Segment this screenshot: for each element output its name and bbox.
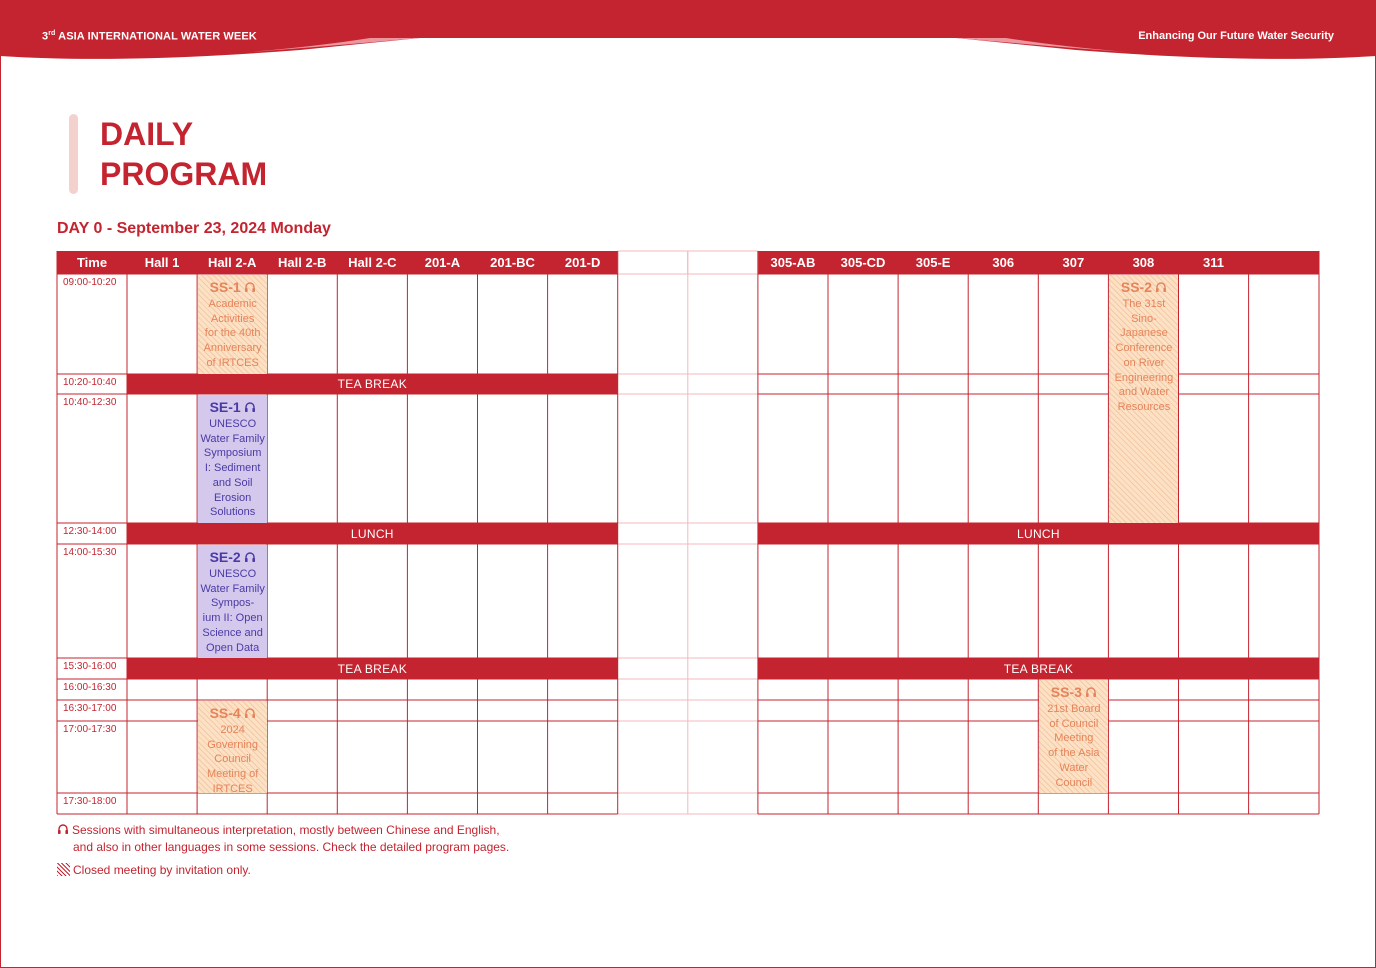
event-name: 3rd ASIA INTERNATIONAL WATER WEEK	[42, 30, 257, 43]
session-title-line: of IRTCES	[206, 356, 259, 369]
time-slot: 17:00-17:30	[63, 724, 117, 735]
session-title-line: ium II: Open	[202, 612, 263, 625]
session-code	[210, 398, 256, 416]
time-slot: 12:30-14:00	[63, 526, 117, 537]
session-code-text: SE-1	[209, 399, 241, 415]
session-title-line: Water Family	[200, 432, 265, 445]
session-block[interactable]	[1039, 680, 1108, 793]
event-tagline: Enhancing Our Future Water Security	[1138, 30, 1334, 42]
session-title-line: Activities	[210, 312, 255, 325]
session-title-line: Governing	[207, 738, 259, 751]
headphones-icon	[1155, 281, 1167, 293]
session-block[interactable]	[198, 275, 267, 374]
session-title-line: of Council	[1049, 717, 1099, 730]
session-code-text: SE-2	[209, 549, 241, 565]
session-title-line: Japanese	[1120, 327, 1168, 340]
header-room: 201-BC	[490, 255, 535, 270]
session-code	[1121, 278, 1167, 296]
session-block[interactable]	[198, 701, 267, 793]
session-title-line: Solutions	[210, 506, 256, 519]
session-title-line: Council	[1055, 776, 1093, 789]
session-title-line: UNESCO	[209, 568, 257, 580]
session-title-line: Sino-	[1131, 312, 1157, 325]
session-title-line: IRTCES	[212, 782, 253, 795]
session-code-text: SS-1	[209, 279, 241, 295]
session-title-line: UNESCO	[209, 418, 257, 430]
header-room	[618, 251, 688, 274]
session-title-line: Water	[1059, 761, 1089, 774]
legend-interpretation: Sessions with simultaneous interpretation, mostly between Chinese and English, and also in other languages in some sessions. Check the detailed program pages.	[57, 822, 509, 856]
session-code-text: SS-2	[1120, 279, 1152, 295]
session-block[interactable]	[198, 395, 267, 523]
hatch-pattern-icon	[57, 863, 70, 876]
session-block[interactable]	[1109, 275, 1178, 523]
session-title	[200, 567, 264, 655]
break-band: TEA BREAK	[758, 658, 1319, 679]
session-title-line: I: Sediment	[204, 462, 261, 475]
session-title-line: Academic	[208, 298, 257, 310]
header-time: Time	[76, 255, 108, 270]
session-title-line: The 31st	[1122, 298, 1166, 310]
header-room: Hall 2-A	[207, 255, 257, 270]
day-label: DAY 0 - September 23, 2024 Monday	[57, 220, 331, 237]
session-title	[1115, 297, 1174, 415]
time-slot: 17:30-18:00	[63, 796, 117, 807]
session-title-line: Meeting	[1054, 732, 1094, 745]
session-title-line: Meeting of	[206, 768, 259, 781]
headphones-icon	[1085, 686, 1097, 698]
header-room: 201-D	[564, 255, 601, 270]
headphones-icon	[57, 823, 69, 835]
header-room: 305-E	[915, 255, 951, 270]
break-band: TEA BREAK	[127, 374, 618, 394]
session-title	[207, 723, 258, 797]
session-title	[200, 417, 264, 520]
session-title-line: for the 40th	[204, 327, 261, 340]
time-slot: 10:40-12:30	[63, 397, 117, 408]
session-title-line: Conference	[1115, 342, 1173, 355]
session-title-line: Erosion	[213, 491, 252, 504]
session-title-line: Symposium	[203, 447, 262, 460]
header-room: 308	[1132, 255, 1155, 270]
header-room: 305-AB	[770, 255, 816, 270]
session-title	[1047, 702, 1100, 790]
session-code-text: SS-3	[1050, 684, 1082, 700]
page-title: DAILY PROGRAM	[100, 116, 268, 192]
session-title-line: 2024	[220, 724, 245, 736]
header-room: 307	[1062, 255, 1085, 270]
header-room: Hall 2-B	[278, 255, 327, 270]
session-title-line: Sympos-	[210, 597, 255, 610]
header-room: 201-A	[424, 255, 461, 270]
header-room: Hall 2-C	[348, 255, 397, 270]
time-slot: 09:00-10:20	[63, 277, 117, 288]
time-slot: 15:30-16:00	[63, 661, 117, 672]
session-title-line: Engineering	[1114, 371, 1174, 384]
header-room: 311	[1203, 255, 1225, 270]
session-title-line: Open Data	[206, 641, 260, 654]
session-title-line: Council	[214, 753, 251, 766]
break-band: LUNCH	[758, 523, 1319, 544]
break-band: TEA BREAK	[127, 658, 618, 679]
session-title-line: and Soil	[212, 476, 253, 489]
session-title-line: on River	[1123, 356, 1165, 369]
header-room: Hall 1	[144, 255, 180, 270]
session-code	[210, 278, 256, 296]
time-slot: 10:20-10:40	[63, 377, 117, 388]
break-band: LUNCH	[127, 523, 618, 544]
headphones-icon	[244, 707, 256, 719]
header-room	[688, 251, 758, 274]
session-title-line: Resources	[1117, 400, 1171, 413]
time-slot: 16:30-17:00	[63, 703, 117, 714]
session-title-line: and Water	[1118, 386, 1170, 399]
session-code	[210, 704, 256, 722]
session-title-line: Water Family	[200, 582, 265, 595]
session-code	[210, 548, 256, 566]
session-title-line: Science and	[202, 626, 263, 639]
headphones-icon	[244, 401, 256, 413]
session-title-line: Anniversary	[203, 342, 262, 355]
time-slot: 14:00-15:30	[63, 547, 117, 558]
header-room	[1249, 251, 1319, 274]
session-title	[204, 297, 262, 371]
session-code-text: SS-4	[209, 705, 241, 721]
time-slot: 16:00-16:30	[63, 682, 117, 693]
session-title-line: 21st Board	[1047, 703, 1101, 715]
header-room: 306	[992, 255, 1015, 270]
session-block[interactable]	[198, 545, 267, 658]
legend-closed: Closed meeting by invitation only.	[57, 862, 251, 879]
header-room: 305-CD	[840, 255, 886, 270]
headphones-icon	[244, 281, 256, 293]
session-code	[1051, 683, 1097, 701]
session-title-line: of the Asia	[1048, 747, 1100, 760]
headphones-icon	[244, 551, 256, 563]
